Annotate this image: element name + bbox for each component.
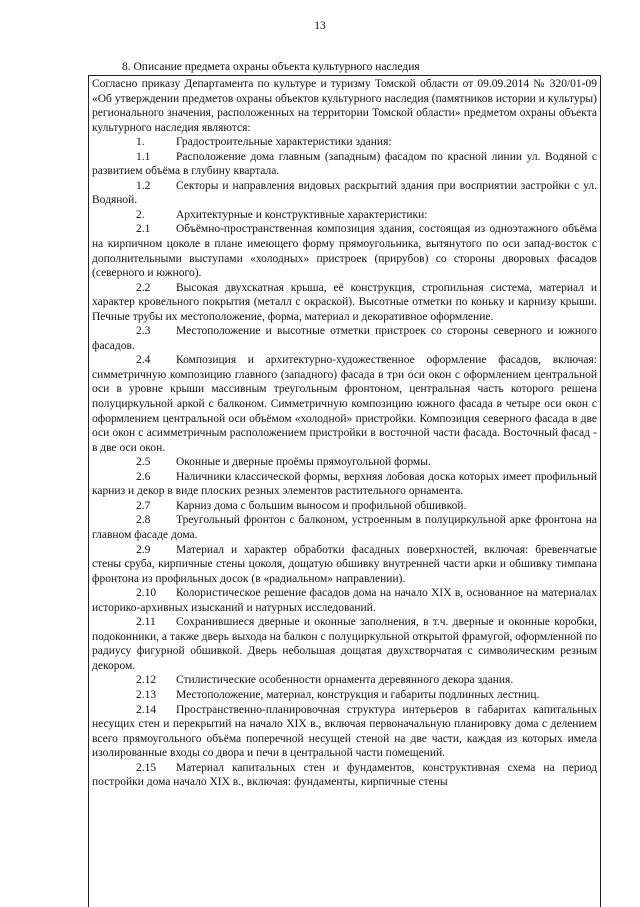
list-item (92, 470, 597, 499)
item-number: 2.15 (136, 761, 157, 774)
item-text: Градостроительные характеристики здания: (176, 136, 392, 149)
list-item (92, 499, 597, 514)
item-number: 1.1 (136, 150, 151, 163)
item-text: Пространственно-планировочная структура интерьеров в габаритах капитальных несущих стен и перекрытий на начало XIX в., включая первоначальную планировку дома с делением всего прямоугольного объёма поперечной несущей стеной на две части, каждая из которых имела изолированные входы со двора и печи в центральной части помещений. (92, 703, 597, 760)
section-heading: 8. Описание предмета охраны объекта культурного наследия (122, 61, 420, 73)
list-item (92, 222, 597, 280)
item-number: 2.4 (136, 354, 151, 367)
item-text: Оконные и дверные проёмы прямоугольной формы. (176, 456, 431, 469)
list-item (92, 455, 597, 470)
item-number: 2.6 (136, 470, 151, 483)
content-frame (88, 75, 601, 907)
item-number: 1.2 (136, 179, 151, 192)
item-text: Стилистические особенности орнамента деревянного декора здания. (176, 674, 514, 687)
list-item (92, 324, 597, 353)
item-text: Колористическое решение фасадов дома на начало XIX в, основанное на материалах историко-архивных изысканий и натурных исследований. (92, 587, 597, 614)
item-text: Расположение дома главным (западным) фасадом по красной линии ул. Водяной с развитием объёма в глубину квартала. (92, 150, 597, 178)
item-number: 2.9 (136, 543, 151, 556)
list-item (92, 179, 597, 208)
item-number: 2.14 (136, 703, 157, 716)
intro-paragraph: Согласно приказу Департамента по культуре и туризму Томской области от 09.09.2014 № 320/01-09 «Об утверждении предметов охраны объектов культурного наследия (памятников истории и культуры) регионального значения, расположенных на территории Томской области» предметом охраны объекта культурного наследия являются: (92, 78, 597, 134)
item-text: Архитектурные и конструктивные характеристики: (176, 208, 428, 221)
list-item (92, 513, 597, 542)
item-number: 1. (136, 136, 145, 149)
list-item (92, 150, 597, 179)
item-text: Материал капитальных стен и фундаментов, конструктивная схема на период постройки дома начало XIX в., включая: фундаменты, кирпичные стены (92, 761, 597, 789)
list-item (92, 703, 597, 761)
item-number: 2.2 (136, 281, 151, 294)
item-text: Местоположение, материал, конструкция и габариты подлинных лестниц. (176, 688, 540, 701)
item-text: Высокая двухскатная крыша, её конструкция, стропильная система, материал и характер кровельного покрытия (металл с окраской). Высотные отметки по коньку и карнизу крыши. Печные трубы их местоположение, форма, материал и декоративное оформление. (92, 281, 597, 323)
list-item (92, 673, 597, 688)
list-item (92, 761, 597, 790)
item-number: 2.10 (136, 587, 157, 600)
page-number: 13 (314, 20, 326, 32)
item-text: Объёмно-пространственная композиция здания, состоящая из одноэтажного объёма на кирпичном цоколе в плане имеющего форму прямоугольника, вытянутого по оси запад-восток с дополнительными выступами «холодных» пристроек (прирубов) со стороны дворовых фасадов (северного и южного). (92, 223, 597, 280)
protection-items-list (92, 135, 597, 790)
item-number: 2.5 (136, 456, 151, 469)
list-item (92, 281, 597, 325)
item-text: Материал и характер обработки фасадных поверхностей, включая: бревенчатые стены сруба, кирпичные стены цоколя, дощатую обшивку внутренней части арки и обшивку тимпана фронтона из профильных досок (в «радиальном» направлении). (92, 543, 597, 585)
list-item (92, 353, 597, 455)
item-text: Композиция и архитектурно-художественное оформление фасадов, включая: симметричную композицию главного (западного) фасада в три оси окон с оформлением центральной оси в уровне крыши массивным треугольным фронтоном, центральная часть которого решена полуциркульной аркой с балконом. Симметричную композицию южного фасада в четыре оси окон с оформлением центральной оси объёмом «холодной» пристройки. Композиция северного фасада в две оси окон с асимметричным расположением пристройки в восточной части фасада. Восточный фасад - в две оси окон. (92, 354, 597, 454)
item-number: 2.8 (136, 514, 151, 527)
item-number: 2.13 (136, 688, 157, 701)
item-text: Треугольный фронтон с балконом, устроенным в полуциркульной арке фронтона на главном фасаде дома. (92, 514, 597, 541)
list-item (92, 135, 597, 150)
item-text: Карниз дома с большим выносом и профильной обшивкой. (176, 499, 467, 512)
list-item (92, 208, 597, 223)
item-number: 2.11 (136, 616, 156, 629)
item-number: 2.3 (136, 325, 151, 338)
item-text: Сохранившиеся дверные и оконные заполнения, в т.ч. дверные и оконные коробки, подоконники, а также дверь выхода на балкон с полуциркульной открытой фрамугой, оформленной по радиусу фигурной обшивкой. Дверь небольшая дощатая двухстворчатая с символическим резным декором. (92, 616, 597, 672)
list-item (92, 543, 597, 587)
item-number: 2. (136, 208, 145, 221)
item-number: 2.7 (136, 499, 151, 512)
list-item (92, 688, 597, 703)
list-item (92, 615, 597, 673)
item-number: 2.1 (136, 223, 151, 236)
item-text: Наличники классической формы, верхняя лобовая доска которых имеет профильный карниз и декор в виде плоских резных элементов растительного орнамента. (92, 470, 597, 498)
item-text: Местоположение и высотные отметки пристроек со стороны северного и южного фасадов. (92, 325, 597, 352)
list-item (92, 586, 597, 615)
item-number: 2.12 (136, 674, 157, 687)
item-text: Секторы и направления видовых раскрытий здания при восприятии застройки с ул. Водяной. (92, 179, 597, 207)
